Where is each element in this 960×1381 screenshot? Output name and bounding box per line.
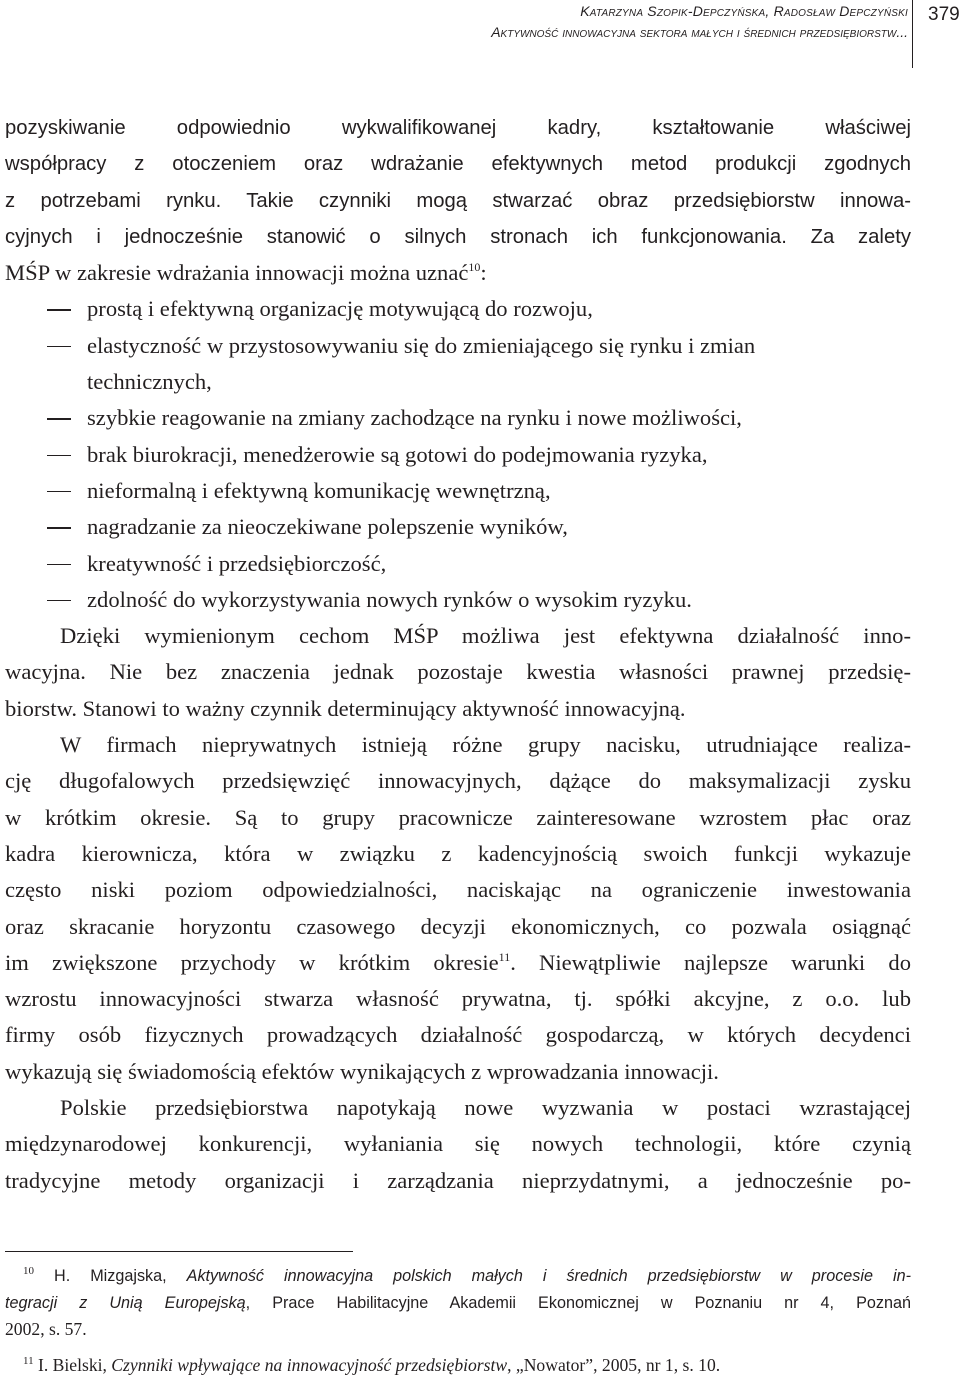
text-line: Dzięki wymienionym cechom MŚP możliwa jest efektywna działalność inno- <box>60 623 911 649</box>
text-line: kadra kierownicza, która w związku z kadencyjnością swoich funkcji wykazuje <box>5 840 911 866</box>
footnote-ref-10[interactable]: 10 <box>468 260 481 275</box>
footnote-title: Czynniki wpływające na innowacyjność przedsiębiorstw <box>111 1354 508 1375</box>
text-line: biorstw. Stanowi to ważny czynnik determinujący aktywność innowacyjną. <box>5 695 686 721</box>
text-line: wzrostu innowacyjności stwarza własność prywatna, tj. spółki akcyjne, z o.o. lub <box>5 986 911 1012</box>
footnote-number: 11 <box>23 1354 34 1367</box>
footnote-line <box>5 1289 911 1316</box>
footnote-title: tegracji z Unią Europejską <box>5 1294 246 1313</box>
text-line <box>5 255 911 291</box>
footnote-line <box>5 1262 911 1289</box>
dash-bullet-icon <box>47 346 71 347</box>
dash-bullet-icon <box>47 309 71 310</box>
list-item-text: brak biurokracji, menedżerowie są gotowi do podejmowania ryzyka, <box>87 441 708 467</box>
list-item-text: technicznych, <box>87 369 212 395</box>
advantages-list <box>5 291 911 618</box>
text-line: firmy osób fizycznych prowadzących działalność gospodarczą, w których decydenci <box>5 1022 911 1048</box>
footnote-number: 10 <box>23 1265 34 1277</box>
dash-bullet-icon <box>47 418 71 419</box>
footnote-divider <box>5 1251 353 1252</box>
list-item-text: nieformalną i efektywną komunikację wewnętrzną, <box>87 477 551 503</box>
intro-colon: : <box>480 260 487 286</box>
footnote-author: I. Bielski, <box>33 1354 112 1375</box>
footnote-line <box>5 1352 911 1378</box>
list-item-text: szybkie reagowanie na zmiany zachodzące na rynku i nowe możliwości, <box>87 405 742 431</box>
list-item <box>5 509 911 545</box>
list-item <box>5 291 911 327</box>
main-text <box>5 110 911 1199</box>
text-line: wykazują się świadomością efektów wynikających z wprowadzania innowacji. <box>5 1058 719 1084</box>
text-line <box>5 945 911 981</box>
text-line: pozyskiwanie odpowiednio wykwalifikowanej kadry, kształtowanie właściwej <box>5 117 911 139</box>
header-authors: Katarzyna Szopik-Depczyńska, Radosław Depczyński <box>580 3 908 19</box>
text-line: wacyjna. Nie bez znaczenia jednak pozostaje kwestia własności prawnej przedsię- <box>5 659 911 685</box>
para3-line7-a: im zwiększone przychody w krótkim okresie <box>5 949 499 975</box>
footnote-10 <box>5 1262 911 1343</box>
footnote-source: , Prace Habilitacyjne Akademii Ekonomicznej w Poznaniu nr 4, Poznań <box>245 1294 911 1313</box>
list-item <box>5 546 911 582</box>
header-divider <box>912 0 913 68</box>
dash-bullet-icon <box>47 527 71 528</box>
list-item <box>5 328 911 364</box>
text-line: często niski poziom odpowiedzialności, naciskając na ograniczenie inwestowania <box>5 877 911 903</box>
footnote-title: Aktywność innowacyjna polskich małych i średnich przedsiębiorstw w procesie in- <box>186 1267 911 1285</box>
intro-last-text: MŚP w zakresie wdrażania innowacji można uznać <box>5 260 469 286</box>
footnotes <box>5 1262 911 1378</box>
footnote-line: 2002, s. 57. <box>5 1319 87 1340</box>
list-item-text: prostą i efektywną organizację motywującą do rozwoju, <box>87 296 593 322</box>
list-item-continuation <box>5 364 911 400</box>
text-line: w krótkim okresie. Są to grupy pracownicze zainteresowane wzrostem płac oraz <box>5 804 911 830</box>
list-item-text: kreatywność i przedsiębiorczość, <box>87 550 387 576</box>
header-title: Aktywność innowacyjna sektora małych i średnich przedsiębiorstw... <box>491 24 908 40</box>
list-item <box>5 437 911 473</box>
dash-bullet-icon <box>47 564 71 565</box>
text-line: z potrzebami rynku. Takie czynniki mogą stwarzać obraz przedsiębiorstw innowa- <box>5 189 911 212</box>
page-number: 379 <box>928 4 960 25</box>
list-item <box>5 400 911 436</box>
list-item-text: zdolność do wykorzystywania nowych rynków o wysokim ryzyku. <box>87 586 692 612</box>
text-line: Polskie przedsiębiorstwa napotykają nowe wyzwania w postaci wzrastającej <box>60 1095 911 1121</box>
text-line: cję długofalowych przedsięwzięć innowacyjnych, dążące do maksymalizacji zysku <box>5 768 911 794</box>
list-item-text: nagradzanie za nieoczekiwane polepszenie wyników, <box>87 514 568 540</box>
text-line: cyjnych i jednocześnie stanowić o silnych stronach ich funkcjonowania. Za zalety <box>5 225 911 248</box>
dash-bullet-icon <box>47 491 71 492</box>
text-line: oraz skracanie horyzontu czasowego decyzji ekonomicznych, co pozwala osiągnąć <box>5 913 911 939</box>
list-item <box>5 473 911 509</box>
text-line: tradycyjne metody organizacji i zarządzania nieprzydatnymi, a jednocześnie po- <box>5 1167 911 1193</box>
text-line: W firmach nieprywatnych istnieją różne grupy nacisku, utrudniające realiza- <box>60 732 911 758</box>
list-item <box>5 582 911 618</box>
footnote-author: H. Mizgajska, <box>34 1267 187 1285</box>
dash-bullet-icon <box>47 455 71 456</box>
para3-line7-b: . Niewątpliwie najlepsze warunki do <box>510 949 911 975</box>
list-item-text: elastyczność w przystosowywaniu się do zmieniającego się rynku i zmian <box>87 332 756 358</box>
text-line: współpracy z otoczeniem oraz wdrażanie efektywnych metod produkcji zgodnych <box>5 153 911 176</box>
running-header <box>0 0 960 68</box>
dash-bullet-icon <box>47 600 71 601</box>
footnote-source: , „Nowator”, 2005, nr 1, s. 10. <box>507 1354 721 1375</box>
footnote-ref-11[interactable]: 11 <box>498 949 511 964</box>
footnote-11 <box>5 1352 911 1378</box>
text-line: międzynarodowej konkurencji, wyłaniania się nowych technologii, które czynią <box>5 1131 911 1157</box>
